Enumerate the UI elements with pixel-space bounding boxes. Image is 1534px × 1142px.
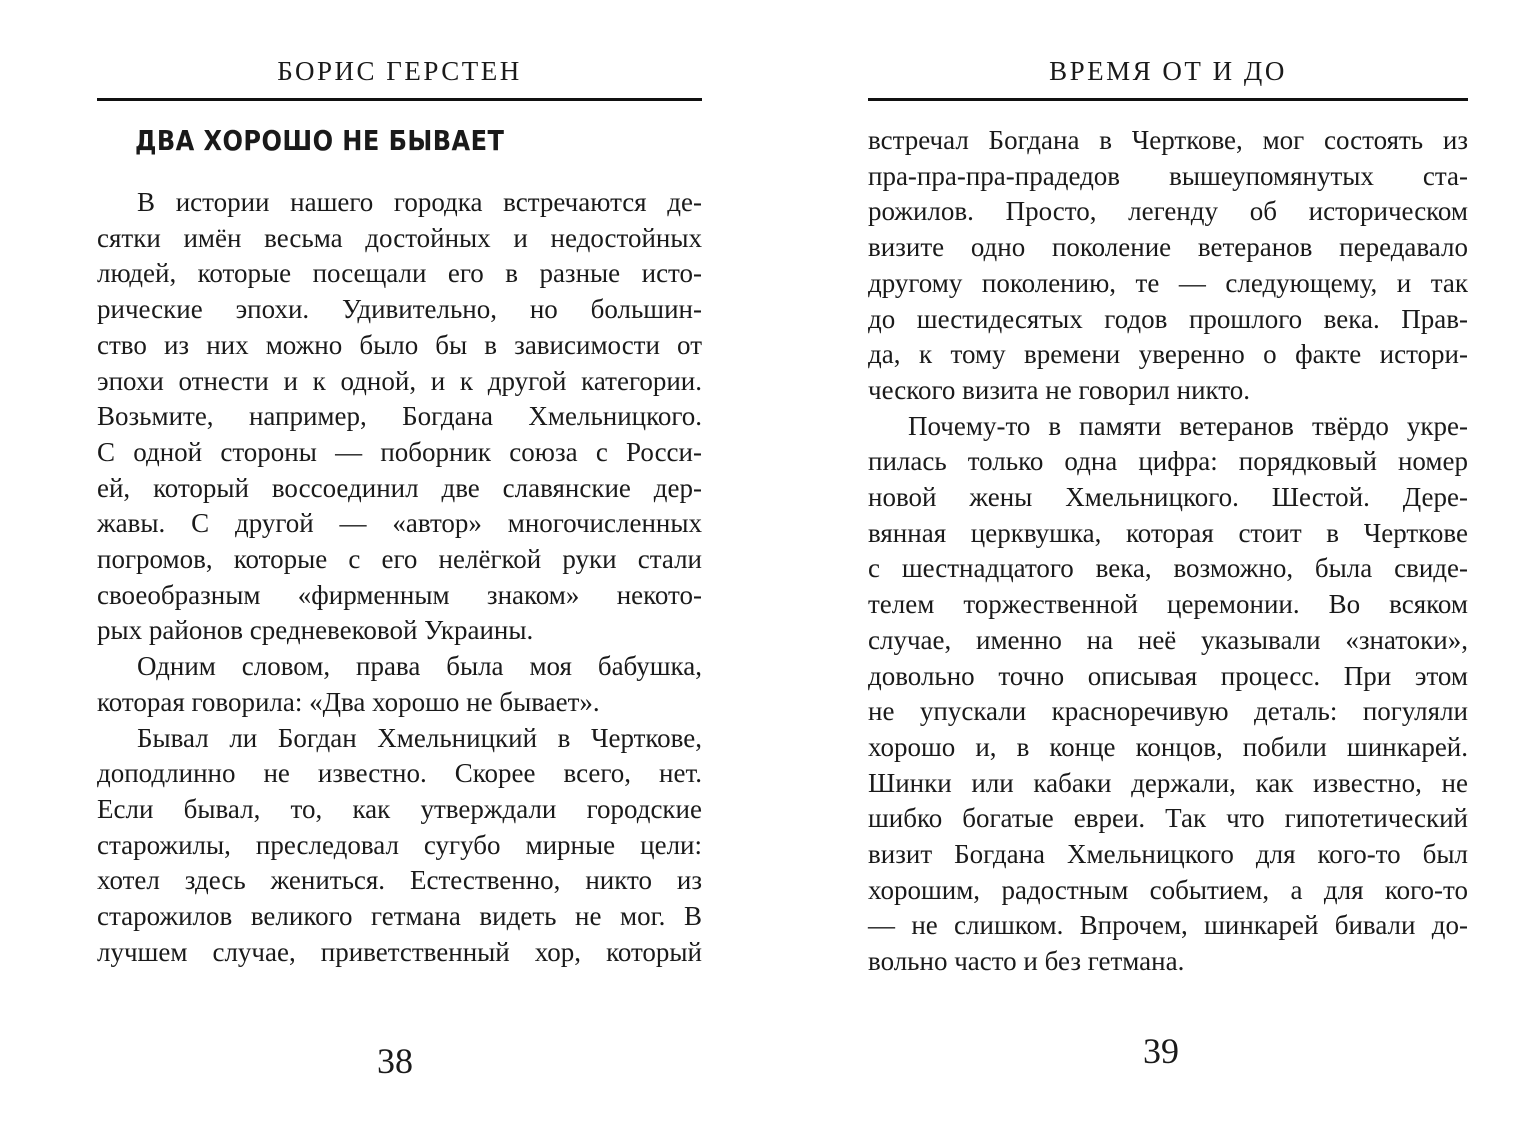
text-line: ство из них можно было бы в зависимости от xyxy=(97,329,702,360)
text-line: Шинки или кабаки держали, как известно, не xyxy=(868,767,1468,798)
text-line: пра-пра-пра-прадедов вышеупомянутых ста- xyxy=(868,160,1468,191)
running-head-title: ВРЕМЯ ОТ И ДО xyxy=(1049,56,1287,86)
page-number: 39 xyxy=(1143,1031,1179,1071)
text-line: телем торжественной церемонии. Во всяком xyxy=(868,589,1468,620)
text-line: старожилы, преследовал сугубо мирные цели: xyxy=(97,829,702,860)
text-line: новой жены Хмельницкого. Шестой. Дере- xyxy=(868,482,1468,513)
text-line: своеобразным «фирменным знаком» некото- xyxy=(97,579,702,610)
text-line: людей, которые посещали его в разные исто- xyxy=(97,258,702,289)
text-line: да, к тому времени уверенно о факте истори- xyxy=(868,339,1468,370)
text-line: хотел здесь жениться. Естественно, никто из xyxy=(97,865,702,896)
text-line: рические эпохи. Удивительно, но большин- xyxy=(97,294,702,325)
text-line: не упускали красноречивую деталь: погуляли xyxy=(868,696,1468,727)
chapter-title: ДВА ХОРОШО НЕ БЫВАЕТ xyxy=(135,124,505,157)
text-line: которая говорила: «Два хорошо не бывает». xyxy=(97,686,600,717)
right-page xyxy=(868,0,1468,1142)
running-head-author: БОРИС ГЕРСТЕН xyxy=(277,56,522,86)
text-line: доподлинно не известно. Скорее всего, нет. xyxy=(97,758,702,789)
text-line: С одной стороны — поборник союза с Росси- xyxy=(97,436,702,467)
body-text xyxy=(868,123,1468,980)
text-line: вольно часто и без гетмана. xyxy=(868,946,1185,977)
text-line: погромов, которые с его нелёгкой руки стали xyxy=(97,544,702,575)
header-rule xyxy=(97,98,702,101)
text-line: — не слишком. Впрочем, шинкарей бивали до- xyxy=(868,910,1468,941)
text-line: случае, именно на неё указывали «знатоки», xyxy=(868,624,1468,655)
text-line: визит Богдана Хмельницкого для кого-то был xyxy=(868,839,1468,870)
text-line: Возьмите, например, Богдана Хмельницкого. xyxy=(97,401,702,432)
text-line: хорошо и, в конце концов, побили шинкарей. xyxy=(868,731,1468,762)
text-line: рожилов. Просто, легенду об историческом xyxy=(868,196,1468,227)
text-line: старожилов великого гетмана видеть не мог. В xyxy=(97,901,702,932)
text-line: шибко богатые евреи. Так что гипотетический xyxy=(868,803,1468,834)
text-line: до шестидесятых годов прошлого века. Прав- xyxy=(868,303,1468,334)
text-line: ческого визита не говорил никто. xyxy=(868,374,1250,405)
text-line: Почему-то в памяти ветеранов твёрдо укре- xyxy=(908,410,1468,441)
page-number: 38 xyxy=(377,1041,413,1081)
text-line: Если бывал, то, как утверждали городские xyxy=(97,793,702,824)
text-line: встречал Богдана в Черткове, мог состоять из xyxy=(868,125,1468,155)
text-line: эпохи отнести и к одной, и к другой категории. xyxy=(97,365,702,396)
text-line: рых районов средневековой Украины. xyxy=(97,615,534,646)
text-line: лучшем случае, приветственный хор, который xyxy=(97,936,702,967)
text-line: визите одно поколение ветеранов передавало xyxy=(868,232,1468,263)
text-line: пилась только одна цифра: порядковый номер xyxy=(868,446,1468,477)
text-line: Одним словом, права была моя бабушка, xyxy=(137,651,702,682)
text-line: Бывал ли Богдан Хмельницкий в Черткове, xyxy=(137,722,702,753)
text-line: жавы. С другой — «автор» многочисленных xyxy=(97,508,702,539)
header-rule xyxy=(868,98,1468,101)
text-line: сятки имён весьма достойных и недостойных xyxy=(97,222,702,253)
text-line: ей, который воссоединил две славянские дер- xyxy=(97,472,702,503)
text-line: В истории нашего городка встречаются де- xyxy=(137,187,702,217)
text-line: хорошим, радостным событием, а для кого-то xyxy=(868,874,1468,905)
text-line: другому поколению, те — следующему, и так xyxy=(868,267,1468,298)
text-line: с шестнадцатого века, возможно, была свиде- xyxy=(868,553,1468,584)
text-line: довольно точно описывая процесс. При этом xyxy=(868,660,1468,691)
left-page xyxy=(97,0,702,1142)
body-text xyxy=(97,185,702,970)
text-line: вянная церквушка, которая стоит в Черткове xyxy=(868,517,1468,548)
